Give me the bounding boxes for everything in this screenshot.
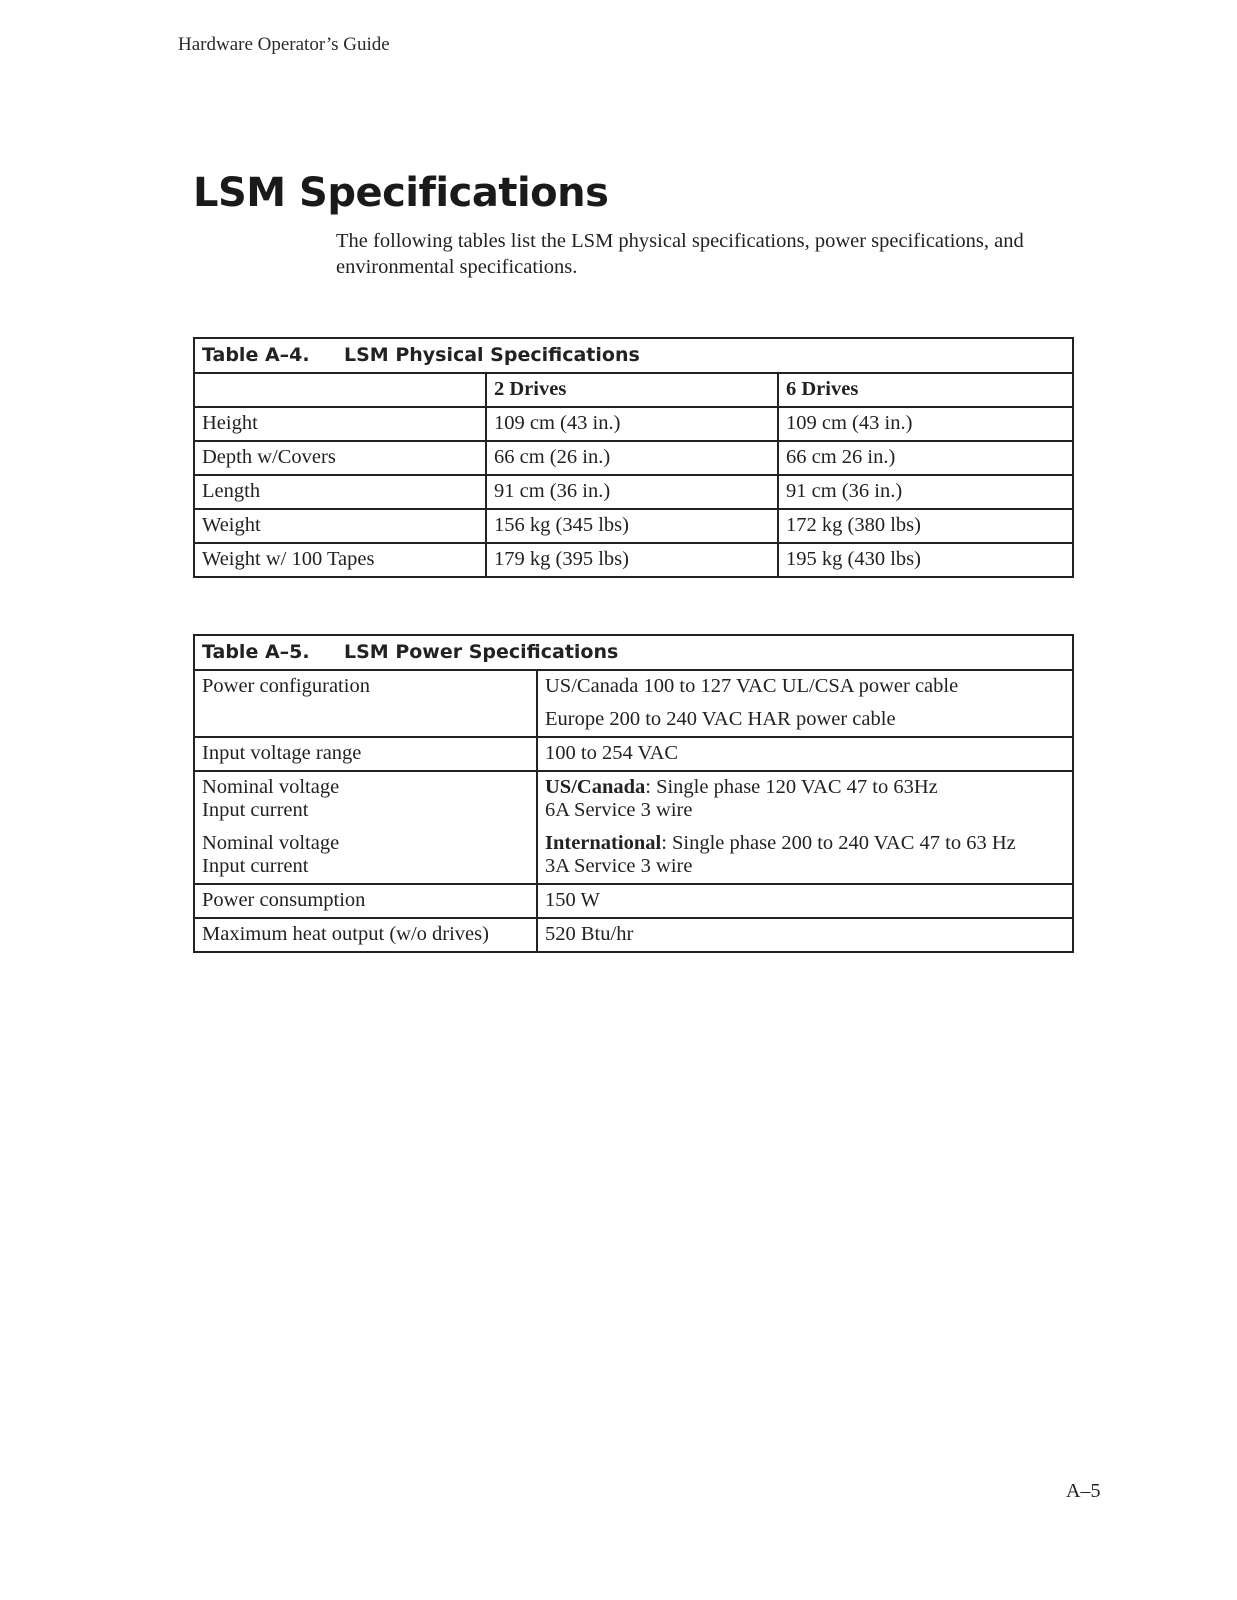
table-row (194, 771, 1073, 884)
cell-value: 520 Btu/hr (537, 918, 1073, 952)
table-caption-row (194, 635, 1073, 670)
table-title: LSM Physical Specifications (344, 344, 640, 366)
table-row (194, 407, 1073, 441)
table-row (194, 441, 1073, 475)
cell-value: 91 cm (36 in.) (778, 475, 1073, 509)
cell-value (537, 670, 1073, 737)
us-canada-lead: US/Canada (545, 776, 646, 798)
physical-specifications-table (193, 337, 1074, 578)
label-input-current: Input current (202, 799, 309, 821)
us-canada-current: 6A Service 3 wire (545, 799, 693, 821)
table-caption-row (194, 338, 1073, 373)
row-label: Power configuration (194, 670, 537, 737)
cell-value: 109 cm (43 in.) (486, 407, 778, 441)
row-label: Weight (194, 509, 486, 543)
power-specifications-table (193, 634, 1074, 953)
international-voltage-text: : Single phase 200 to 240 VAC 47 to 63 Hz (661, 832, 1016, 854)
table-header-row (194, 373, 1073, 407)
row-label: Depth w/Covers (194, 441, 486, 475)
table-number: Table A–4. (202, 344, 310, 366)
cell-value: 66 cm 26 in.) (778, 441, 1073, 475)
table-caption (194, 635, 1073, 670)
row-label: Length (194, 475, 486, 509)
international-current: 3A Service 3 wire (545, 855, 693, 877)
page-number: A–5 (1066, 1480, 1101, 1502)
cell-value: 172 kg (380 lbs) (778, 509, 1073, 543)
table-row (194, 670, 1073, 737)
row-label: Maximum heat output (w/o drives) (194, 918, 537, 952)
cell-value: 100 to 254 VAC (537, 737, 1073, 771)
us-canada-voltage (545, 776, 1065, 799)
label-nominal-voltage: Nominal voltage (202, 776, 340, 798)
table-row (194, 475, 1073, 509)
cell-value: 150 W (537, 884, 1073, 918)
cell-value (537, 771, 1073, 884)
cell-value: 66 cm (26 in.) (486, 441, 778, 475)
table-caption (194, 338, 1073, 373)
column-header-2-drives: 2 Drives (486, 373, 778, 407)
label-nominal-voltage: Nominal voltage (202, 832, 340, 854)
cell-value: 91 cm (36 in.) (486, 475, 778, 509)
row-label (194, 771, 537, 884)
cell-value: 156 kg (345 lbs) (486, 509, 778, 543)
row-label: Input voltage range (194, 737, 537, 771)
table-title: LSM Power Specifications (344, 641, 619, 663)
column-header-6-drives: 6 Drives (778, 373, 1073, 407)
label-input-current: Input current (202, 855, 309, 877)
section-title: LSM Specifications (193, 170, 609, 216)
us-canada-voltage-text: : Single phase 120 VAC 47 to 63Hz (645, 776, 938, 798)
row-label: Weight w/ 100 Tapes (194, 543, 486, 577)
cell-value: 109 cm (43 in.) (778, 407, 1073, 441)
row-label: Power consumption (194, 884, 537, 918)
table-row (194, 509, 1073, 543)
column-header-blank (194, 373, 486, 407)
cell-value: 179 kg (395 lbs) (486, 543, 778, 577)
cell-value: 195 kg (430 lbs) (778, 543, 1073, 577)
international-lead: International (545, 832, 662, 854)
power-config-us: US/Canada 100 to 127 VAC UL/CSA power cable (545, 675, 959, 697)
table-number: Table A–5. (202, 641, 310, 663)
table-row (194, 884, 1073, 918)
table-row (194, 543, 1073, 577)
running-header: Hardware Operator’s Guide (178, 34, 390, 55)
table-row (194, 737, 1073, 771)
table-row (194, 918, 1073, 952)
intro-paragraph: The following tables list the LSM physical specifications, power specifications, and environmental specifications. (336, 230, 1024, 278)
international-voltage (545, 832, 1065, 855)
power-config-europe: Europe 200 to 240 VAC HAR power cable (545, 708, 896, 730)
row-label: Height (194, 407, 486, 441)
